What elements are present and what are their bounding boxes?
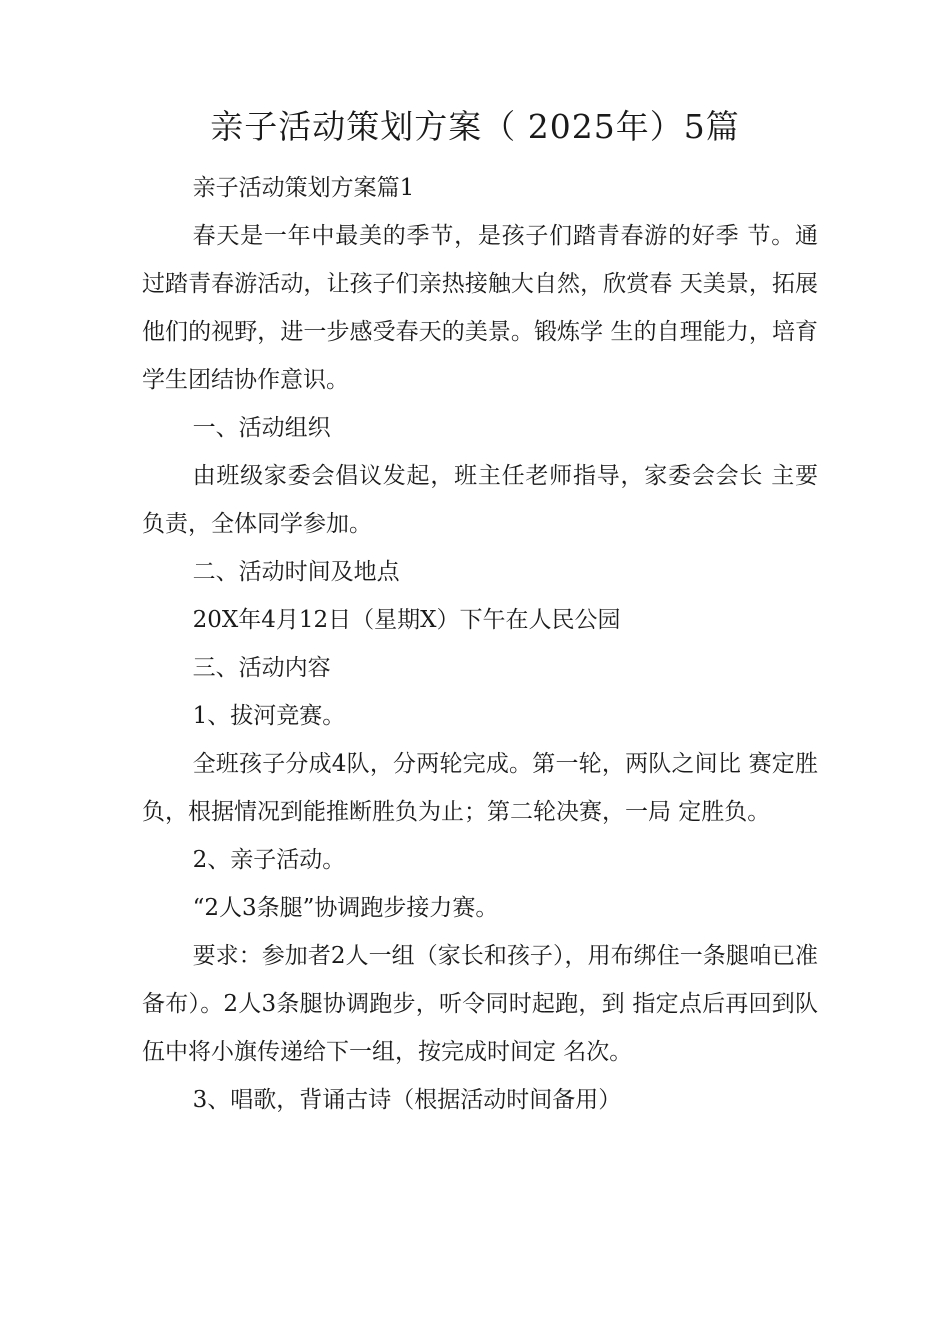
time-place-paragraph: 20X年4月12日（星期X）下午在人民公园 xyxy=(192,607,621,633)
organization-paragraph: 由班级家委会倡议发起，班主任老师指导，家委会会长 主要负责，全体同学参加。 xyxy=(142,463,818,537)
intro-paragraph: 春天是一年中最美的季节，是孩子们踏青春游的好季 节。通过踏青春游活动，让孩子们亲热接触大自然，欣赏春 天美景，拓展他们的视野，进一步感受春天的美景。锻炼学 生的自理能力，培育学生团结协作意识。 xyxy=(142,223,818,393)
item-singing: 3、唱歌，背诵古诗（根据活动时间备用） xyxy=(192,1087,622,1113)
race-requirements-paragraph: 要求：参加者2人一组（家长和孩子），用布绑住一条腿咱已准备布）。2人3条腿协调跑步，听令同时起跑，到 指定点后再回到队伍中将小旗传递给下一组，按完成时间定 名次。 xyxy=(142,943,818,1065)
section-heading-organization: 一、活动组织 xyxy=(192,415,331,441)
item-parent-child: 2、亲子活动。 xyxy=(192,847,346,873)
document-body xyxy=(142,164,818,1124)
section-heading-time-place: 二、活动时间及地点 xyxy=(192,559,400,585)
item-tug-of-war: 1、拔河竞赛。 xyxy=(192,703,346,729)
section-heading-plan-1: 亲子活动策划方案篇1 xyxy=(192,175,415,201)
document-title: 亲子活动策划方案（ 2025年）5篇 xyxy=(210,107,740,146)
tug-of-war-paragraph: 全班孩子分成4队，分两轮完成。第一轮，两队之间比 赛定胜负，根据情况到能推断胜负为止；第二轮决赛，一局 定胜负。 xyxy=(142,751,818,825)
section-heading-content: 三、活动内容 xyxy=(192,655,331,681)
three-legged-race-title: “2人3条腿”协调跑步接力赛。 xyxy=(192,895,499,921)
